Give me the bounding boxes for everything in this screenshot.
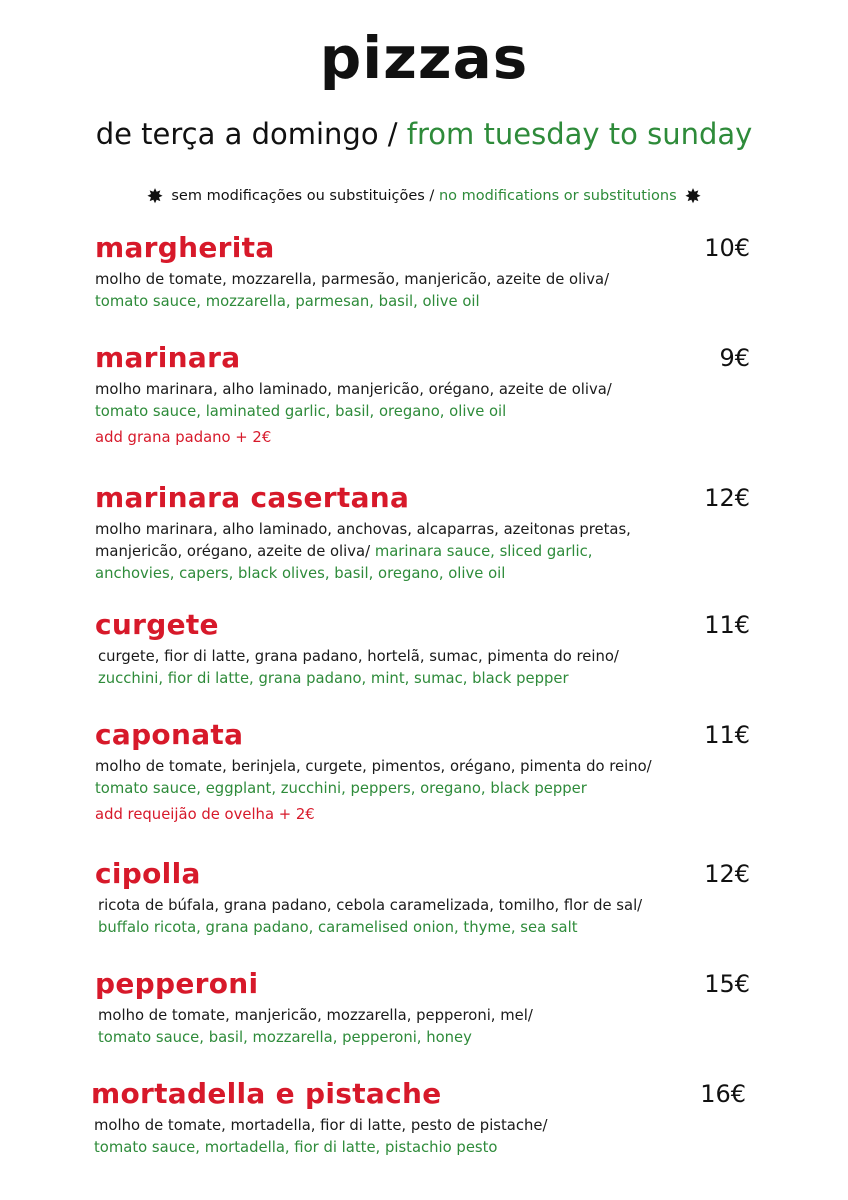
item-price: 9€ bbox=[719, 344, 750, 372]
item-name: cipolla bbox=[95, 857, 201, 890]
item-description bbox=[91, 1115, 694, 1159]
item-name: curgete bbox=[95, 608, 219, 641]
item-addon: add grana padano + 2€ bbox=[95, 429, 272, 446]
page-title: pizzas bbox=[319, 24, 529, 92]
item-description bbox=[95, 379, 695, 423]
schedule-subtitle bbox=[0, 117, 848, 151]
menu-item-margherita bbox=[95, 231, 755, 313]
item-name: margherita bbox=[95, 231, 275, 264]
no-modifications-note bbox=[0, 184, 848, 208]
menu-item-caponata bbox=[95, 718, 755, 826]
menu-item-pepperoni bbox=[95, 967, 755, 1049]
description-en: tomato sauce, mozzarella, parmesan, basil, olive oil bbox=[95, 293, 480, 310]
schedule-en: from tuesday to sunday bbox=[406, 117, 753, 151]
item-price: 11€ bbox=[704, 611, 750, 639]
description-en: tomato sauce, eggplant, zucchini, peppers, oregano, black pepper bbox=[95, 780, 587, 797]
description-pt: molho de tomate, mozzarella, parmesão, manjericão, azeite de oliva/ bbox=[95, 271, 610, 288]
menu-item-cipolla bbox=[95, 857, 755, 939]
item-price: 16€ bbox=[700, 1080, 746, 1108]
description-pt: molho de tomate, berinjela, curgete, pimentos, orégano, pimenta do reino/ bbox=[95, 758, 652, 775]
item-name: pepperoni bbox=[95, 967, 259, 1000]
note-pt: sem modificações ou substituições / bbox=[171, 188, 435, 204]
description-en: tomato sauce, basil, mozzarella, pepperoni, honey bbox=[98, 1029, 472, 1046]
item-description bbox=[95, 895, 698, 939]
item-name: mortadella e pistache bbox=[91, 1077, 442, 1110]
item-description bbox=[95, 519, 655, 585]
description-en: tomato sauce, mortadella, fior di latte, pistachio pesto bbox=[94, 1139, 498, 1156]
star-icon: ✸ bbox=[684, 184, 702, 208]
description-en: tomato sauce, laminated garlic, basil, oregano, olive oil bbox=[95, 403, 507, 420]
item-description bbox=[95, 1005, 698, 1049]
description-pt: ricota de búfala, grana padano, cebola caramelizada, tomilho, flor de sal/ bbox=[98, 897, 643, 914]
description-en: marinara sauce, sliced garlic, anchovies, capers, black olives, basil, oregano, olive oil bbox=[95, 543, 593, 582]
description-pt: curgete, fior di latte, grana padano, hortelã, sumac, pimenta do reino/ bbox=[98, 648, 619, 665]
item-price: 12€ bbox=[704, 484, 750, 512]
item-price: 11€ bbox=[704, 721, 750, 749]
item-price: 12€ bbox=[704, 860, 750, 888]
item-description bbox=[95, 756, 695, 800]
schedule-pt: de terça a domingo / bbox=[95, 117, 398, 151]
description-pt: molho marinara, alho laminado, anchovas, alcaparras, azeitonas pretas, manjericão, orégano, azeite de oliva/ bbox=[95, 521, 631, 560]
description-en: buffalo ricota, grana padano, caramelised onion, thyme, sea salt bbox=[98, 919, 578, 936]
item-name: marinara bbox=[95, 341, 241, 374]
star-icon: ✸ bbox=[146, 184, 164, 208]
menu-item-mortadella-e-pistache bbox=[91, 1077, 751, 1159]
item-description bbox=[95, 646, 698, 690]
description-pt: molho de tomate, manjericão, mozzarella, pepperoni, mel/ bbox=[98, 1007, 533, 1024]
menu-item-marinara bbox=[95, 341, 755, 449]
item-price: 10€ bbox=[704, 234, 750, 262]
item-addon: add requeijão de ovelha + 2€ bbox=[95, 806, 315, 823]
description-en: zucchini, fior di latte, grana padano, mint, sumac, black pepper bbox=[98, 670, 569, 687]
description-pt: molho marinara, alho laminado, manjericão, orégano, azeite de oliva/ bbox=[95, 381, 612, 398]
item-name: marinara casertana bbox=[95, 481, 410, 514]
note-en: no modifications or substitutions bbox=[438, 188, 677, 204]
item-description bbox=[95, 269, 695, 313]
item-price: 15€ bbox=[704, 970, 750, 998]
menu-item-marinara-casertana bbox=[95, 481, 755, 585]
menu-item-curgete bbox=[95, 608, 755, 690]
description-pt: molho de tomate, mortadella, fior di latte, pesto de pistache/ bbox=[94, 1117, 548, 1134]
item-name: caponata bbox=[95, 718, 244, 751]
